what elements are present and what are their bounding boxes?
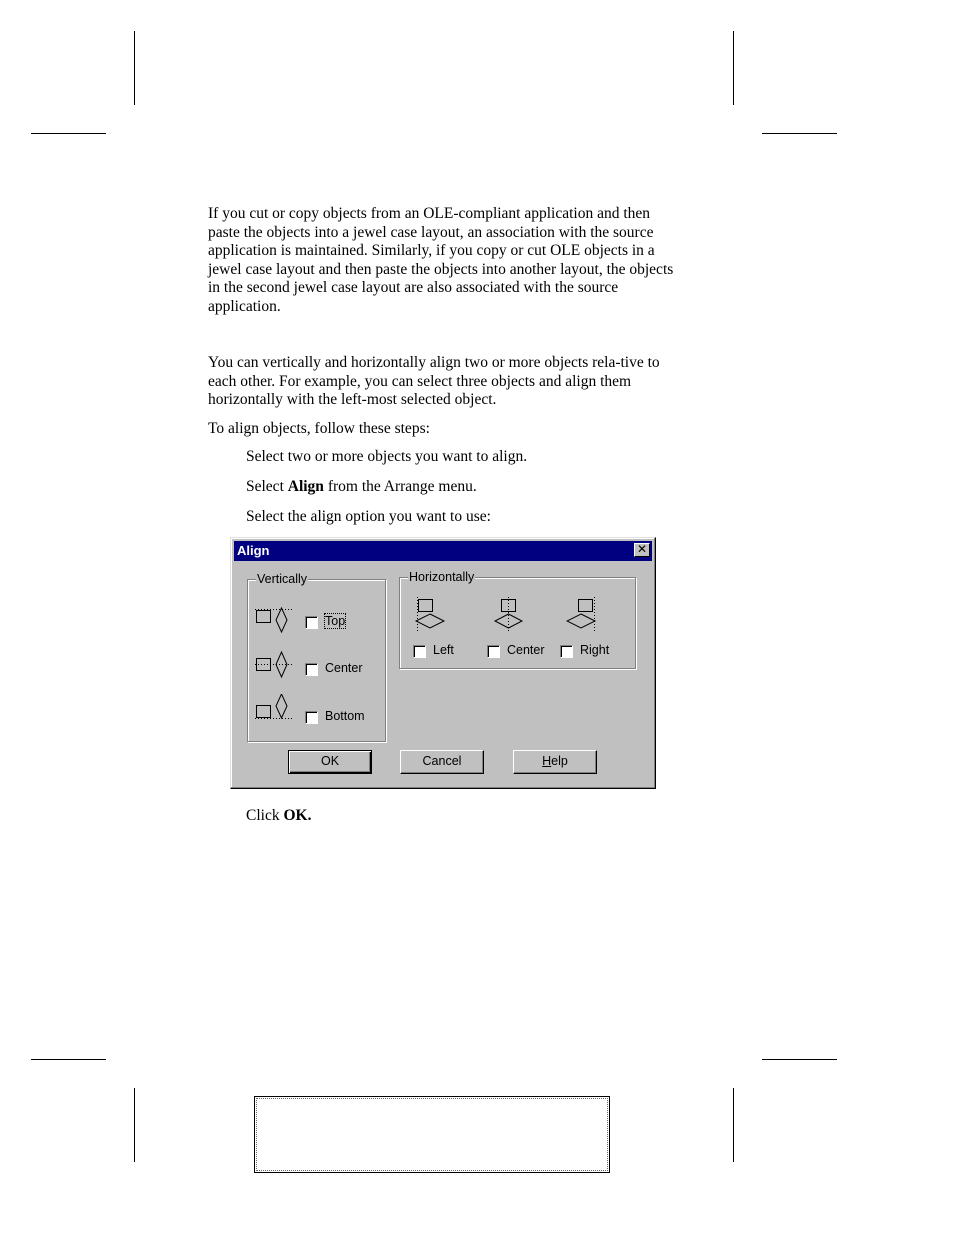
bottom-checkbox[interactable] — [305, 711, 318, 724]
align-right-icon — [566, 596, 600, 634]
step-3: Select the align option you want to use: — [246, 508, 491, 525]
step-1: Select two or more objects you want to align. — [246, 448, 528, 465]
close-icon: ✕ — [636, 542, 648, 556]
step-4 — [246, 807, 311, 825]
crop-mark — [134, 31, 135, 105]
top-checkbox[interactable] — [305, 616, 318, 629]
vertically-group — [247, 572, 386, 742]
horizontal-center-label: Center — [507, 643, 545, 657]
crop-mark — [762, 1059, 837, 1060]
crop-mark — [31, 1059, 106, 1060]
right-checkbox[interactable] — [560, 645, 573, 658]
align-intro-paragraph: You can vertically and horizontally align two or more objects rela-tive to each other. For example, you can select three objects and align them horizontally with the left-most selected object. — [208, 354, 660, 409]
footer-box — [254, 1096, 610, 1173]
cancel-button[interactable]: Cancel — [400, 750, 484, 774]
steps-intro: To align objects, follow these steps: — [208, 420, 430, 437]
step-4-pre: Click — [246, 807, 284, 824]
bottom-label: Bottom — [325, 709, 365, 723]
help-mnemonic: H — [542, 754, 552, 768]
horizontally-group — [399, 570, 636, 669]
step-2-pre: Select — [246, 478, 288, 495]
align-center-vertical-icon — [254, 650, 294, 680]
step-2-post: from the Arrange menu. — [323, 478, 477, 495]
align-dialog — [230, 537, 656, 789]
align-top-icon — [254, 605, 294, 637]
vertically-legend: Vertically — [257, 572, 308, 586]
vertical-center-label: Center — [325, 661, 363, 675]
left-checkbox[interactable] — [413, 645, 426, 658]
step-4-bold: OK. — [283, 807, 312, 824]
step-2-bold: Align — [287, 478, 324, 495]
help-label-rest: elp — [551, 754, 568, 768]
crop-mark — [134, 1088, 135, 1162]
horizontally-legend: Horizontally — [409, 570, 475, 584]
crop-mark — [762, 133, 837, 134]
align-left-icon — [414, 596, 448, 634]
dialog-title: Align — [237, 543, 270, 558]
dialog-titlebar — [234, 541, 652, 561]
step-2 — [246, 478, 477, 496]
crop-mark — [733, 31, 734, 105]
close-button[interactable] — [634, 543, 650, 557]
right-label: Right — [580, 643, 610, 657]
align-center-horizontal-icon — [491, 596, 525, 634]
ole-paragraph: If you cut or copy objects from an OLE-compliant application and then paste the objects into a jewel case layout, an association with the source application is maintained. Similarly, if you copy or cut OLE objects in a jewel case layout and then paste the objects into another layout, the objects in the second jewel case layout are also associated with the source application. — [208, 205, 674, 315]
align-bottom-icon — [254, 694, 294, 726]
help-button[interactable] — [513, 750, 597, 774]
crop-mark — [31, 133, 106, 134]
left-label: Left — [433, 643, 454, 657]
vertical-center-checkbox[interactable] — [305, 663, 318, 676]
horizontal-center-checkbox[interactable] — [487, 645, 500, 658]
top-label: Top — [325, 614, 346, 628]
ok-button[interactable]: OK — [288, 750, 372, 774]
crop-mark — [733, 1088, 734, 1162]
